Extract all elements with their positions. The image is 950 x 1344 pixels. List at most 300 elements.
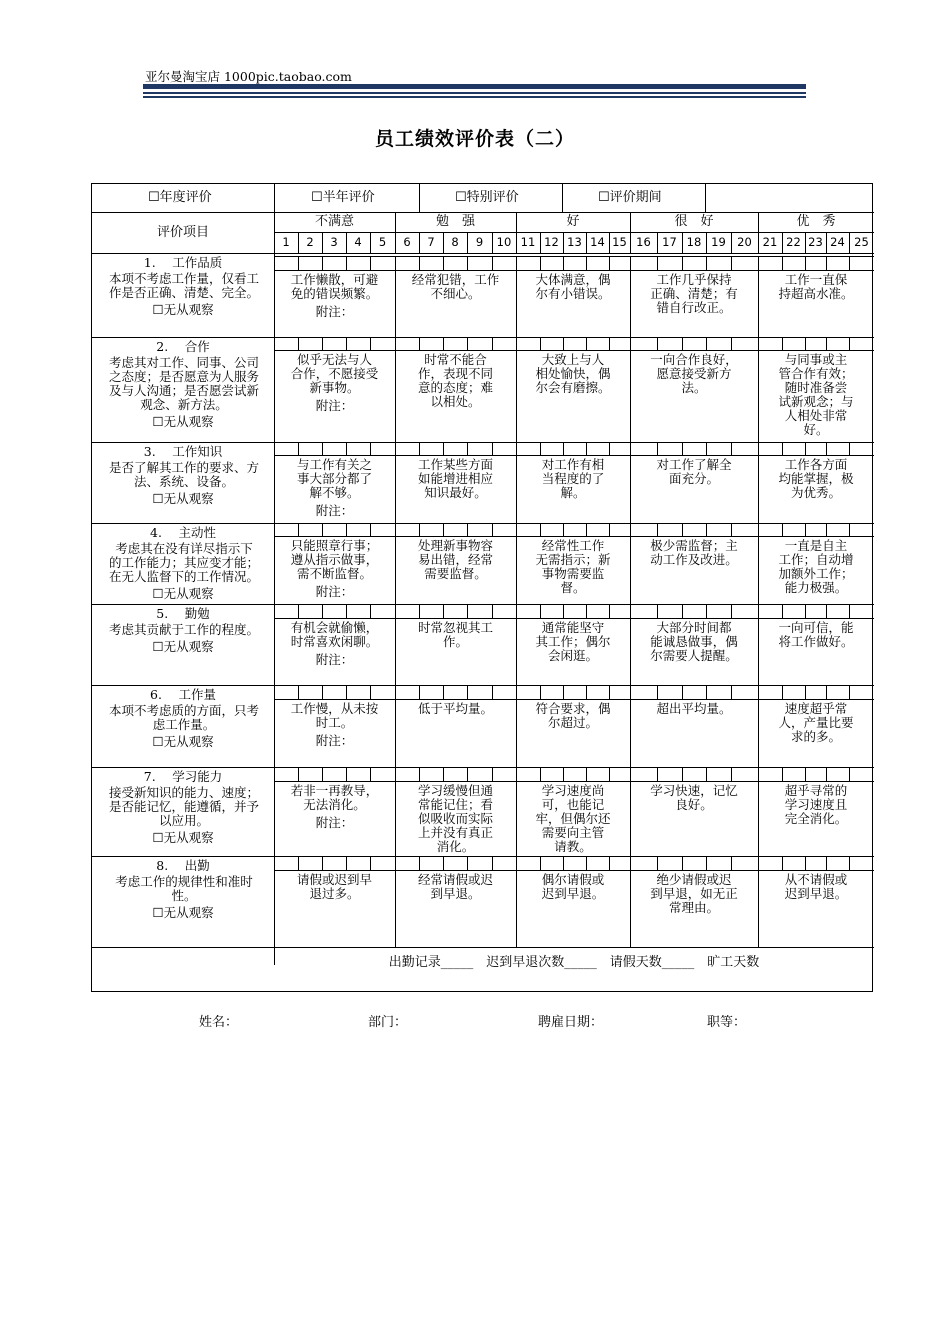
item-5-description: 考虑其贡献于工作的程度。 — [108, 622, 259, 637]
level-cell-divider — [516, 781, 517, 856]
header-bottom — [92, 253, 874, 254]
score-strip-divider — [758, 337, 759, 350]
score-24: 24 — [830, 235, 845, 249]
item-6-level-1-text: 工作慢，从未按 时工。 — [290, 701, 379, 730]
score-strip-top — [274, 442, 874, 443]
score-strip-divider — [706, 256, 707, 270]
item-1-level-3-text: 大体满意，偶 尔有小错误。 — [535, 272, 611, 301]
attendance-row-top — [274, 947, 874, 948]
score-strip-divider — [540, 767, 541, 781]
score-strip-divider — [346, 442, 347, 455]
score-strip-divider — [563, 523, 564, 536]
score-strip-divider — [826, 767, 827, 781]
item-6-note-label: 附注： — [315, 733, 354, 748]
level-cell-divider — [630, 350, 631, 442]
item-2-title: 2. 合作 — [156, 339, 210, 354]
score-strip-divider — [826, 523, 827, 536]
score-strip-divider — [657, 442, 658, 455]
item-8-level-5-text: 从不请假或 迟到早退。 — [784, 872, 848, 901]
score-12: 12 — [544, 235, 559, 249]
item-2-level-2-text: 时常不能合 作，表现不同 意的态度；难 以相处。 — [417, 352, 493, 409]
score-strip-divider — [826, 337, 827, 350]
score-strip-divider — [849, 523, 850, 536]
level-cell-divider — [516, 536, 517, 604]
score-strip-divider — [849, 604, 850, 618]
score-strip-divider — [540, 337, 541, 350]
score-strip-divider — [322, 337, 323, 350]
score-strip-divider — [657, 337, 658, 350]
score-strip-divider — [370, 523, 371, 536]
item-3-level-4-text: 对工作了解全 面充分。 — [656, 457, 732, 486]
score-strip-divider — [298, 256, 299, 270]
level-cell-divider — [516, 870, 517, 947]
score-strip-divider — [419, 685, 420, 699]
score-strip-divider — [758, 604, 759, 618]
item-2-no-observe-checkbox[interactable]: ☐无从观察 — [152, 414, 214, 429]
item-2-level-5-text: 与同事或主 管合作有效； 随时准备尝 试新观念；与 人相处非常 好。 — [778, 352, 854, 437]
score-strip-divider — [586, 604, 587, 618]
score-strip-divider — [630, 523, 631, 536]
score-strip-divider — [849, 767, 850, 781]
item-7-level-1-text: 若非一再教导， 无法消化。 — [290, 783, 379, 812]
score-strip-divider — [516, 442, 517, 455]
score-strip-divider — [758, 523, 759, 536]
item-2-level-1-text: 似乎无法与人 合作，不愿接受 新事物。 — [290, 352, 379, 395]
score-strip-divider — [782, 604, 783, 618]
score-16: 16 — [636, 235, 651, 249]
eval-item-header: 评价项目 — [156, 225, 209, 240]
score-strip-divider — [370, 337, 371, 350]
period-divider — [419, 184, 420, 212]
score-strip-top — [274, 604, 874, 605]
score-strip-divider — [630, 767, 631, 781]
score-strip-divider — [782, 523, 783, 536]
score-strip-divider — [630, 856, 631, 870]
score-strip-divider — [563, 256, 564, 270]
period-half-year-checkbox[interactable]: ☐半年评价 — [311, 190, 375, 205]
score-strip-divider — [586, 685, 587, 699]
item-1-level-4-text: 工作几乎保持 正确、清楚；有 错自行改正。 — [650, 272, 738, 315]
item-4-level-4-text: 极少需监督；主 动工作及改进。 — [650, 538, 738, 567]
level-col-divider — [630, 212, 631, 232]
score-strip-divider — [849, 442, 850, 455]
item-5-level-2-text: 时常忽视其工 作。 — [417, 620, 493, 649]
score-strip-divider — [419, 604, 420, 618]
score-strip-divider — [849, 685, 850, 699]
footer-name-label: 姓名： — [199, 1015, 239, 1030]
score-14: 14 — [590, 235, 605, 249]
score-strip-divider — [443, 685, 444, 699]
score-strip-divider — [805, 442, 806, 455]
period-divider — [562, 184, 563, 212]
score-strip-divider — [346, 523, 347, 536]
score-strip-divider — [682, 523, 683, 536]
score-strip-divider — [419, 767, 420, 781]
score-strip-divider — [706, 767, 707, 781]
score-strip-divider — [731, 856, 732, 870]
score-strip-divider — [298, 523, 299, 536]
score-19: 19 — [711, 235, 726, 249]
item-4-level-1-text: 只能照章行事； 遵从指示做事， 需不断监督。 — [290, 538, 379, 581]
score-strip-bottom — [274, 536, 874, 537]
item-6-no-observe-checkbox[interactable]: ☐无从观察 — [152, 734, 214, 749]
score-strip-divider — [540, 256, 541, 270]
level-cell-divider — [395, 870, 396, 947]
header-text: 亚尔曼淘宝店 1000pic.taobao.com — [145, 69, 352, 84]
score-strip-divider — [322, 604, 323, 618]
attendance-record: 出勤记录_____ 迟到早退次数_____ 请假天数_____ 旷工天数 — [388, 955, 760, 970]
score-strip-divider — [657, 856, 658, 870]
score-strip-divider — [346, 604, 347, 618]
item-1-description: 本项不考虑工作量，仅看工 作是否正确、清楚、完全。 — [108, 271, 259, 300]
item-5-level-5-text: 一向可信，能 将工作做好。 — [778, 620, 854, 649]
score-strip-divider — [805, 856, 806, 870]
level-cell-divider — [758, 699, 759, 767]
score-strip-divider — [731, 604, 732, 618]
level-cell-divider — [630, 536, 631, 604]
score-strip-divider — [395, 604, 396, 618]
score-strip-divider — [298, 685, 299, 699]
score-strip-divider — [370, 767, 371, 781]
score-strip-divider — [706, 604, 707, 618]
score-strip-divider — [563, 856, 564, 870]
score-15: 15 — [612, 235, 627, 249]
score-strip-divider — [370, 685, 371, 699]
score-strip-top — [274, 685, 874, 686]
score-strip-divider — [467, 523, 468, 536]
score-strip-divider — [395, 685, 396, 699]
level-cell-divider — [516, 699, 517, 767]
score-strip-divider — [805, 523, 806, 536]
item-7-level-5-text: 超乎寻常的 学习速度且 完全消化。 — [784, 783, 848, 826]
level-good: 好 — [566, 214, 580, 229]
header-band-thin — [143, 92, 806, 94]
score-strip-divider — [563, 337, 564, 350]
score-6: 6 — [403, 235, 411, 249]
score-strip-divider — [492, 856, 493, 870]
header-divider — [92, 212, 874, 213]
score-strip-divider — [540, 604, 541, 618]
score-strip-divider — [609, 856, 610, 870]
score-strip-divider — [630, 337, 631, 350]
level-cell-divider — [395, 536, 396, 604]
score-strip-divider — [540, 685, 541, 699]
score-strip-divider — [492, 256, 493, 270]
score-strip-top — [274, 767, 874, 768]
score-strip-divider — [682, 767, 683, 781]
score-strip-divider — [298, 337, 299, 350]
level-cell-divider — [758, 781, 759, 856]
score-strip-divider — [370, 604, 371, 618]
score-strip-divider — [731, 523, 732, 536]
score-strip-divider — [609, 442, 610, 455]
score-strip-divider — [395, 442, 396, 455]
score-strip-divider — [516, 604, 517, 618]
score-strip-divider — [443, 523, 444, 536]
item-7-description: 接受新知识的能力、速度； 是否能记忆，能遵循，并予 以应用。 — [108, 785, 259, 828]
score-strip-top — [274, 523, 874, 524]
level-cell-divider — [758, 536, 759, 604]
score-strip-divider — [682, 604, 683, 618]
score-strip-divider — [586, 256, 587, 270]
score-strip-divider — [492, 442, 493, 455]
level-cell-divider — [395, 618, 396, 685]
score-strip-divider — [467, 767, 468, 781]
score-strip-divider — [706, 856, 707, 870]
item-7-level-3-text: 学习速度尚 可，也能记 牢，但偶尔还 需要向主管 请教。 — [535, 783, 611, 854]
score-strip-divider — [467, 604, 468, 618]
score-strip-divider — [419, 256, 420, 270]
level-fair: 勉 强 — [435, 214, 475, 229]
period-divider — [705, 184, 706, 212]
score-strip-divider — [682, 442, 683, 455]
score-strip-divider — [706, 523, 707, 536]
score-strip-divider — [298, 604, 299, 618]
score-strip-divider — [322, 685, 323, 699]
score-strip-divider — [630, 685, 631, 699]
score-2: 2 — [306, 235, 314, 249]
level-cell-divider — [516, 350, 517, 442]
score-strip-divider — [609, 337, 610, 350]
item-5-title: 5. 勤勉 — [156, 606, 210, 621]
score-strip-divider — [682, 337, 683, 350]
score-strip-divider — [826, 604, 827, 618]
score-strip-divider — [516, 523, 517, 536]
score-strip-divider — [630, 256, 631, 270]
score-strip-divider — [563, 604, 564, 618]
score-strip-divider — [586, 767, 587, 781]
score-strip-divider — [516, 856, 517, 870]
score-strip-divider — [682, 256, 683, 270]
score-strip-divider — [758, 442, 759, 455]
score-strip-divider — [540, 442, 541, 455]
score-8: 8 — [451, 235, 459, 249]
score-strip-divider — [322, 856, 323, 870]
item-5-no-observe-checkbox[interactable]: ☐无从观察 — [152, 639, 214, 654]
score-9: 9 — [475, 235, 484, 249]
score-strip-divider — [609, 523, 610, 536]
level-cell-divider — [395, 699, 396, 767]
item-2-level-3-text: 大致上与人 相处愉快，偶 尔会有磨擦。 — [535, 352, 611, 395]
item-8-level-2-text: 经常请假或迟 到早退。 — [417, 872, 493, 901]
item-4-title: 4. 主动性 — [150, 525, 216, 540]
item-6-level-3-text: 符合要求，偶 尔超过。 — [535, 701, 611, 730]
score-strip-divider — [492, 337, 493, 350]
header-band — [143, 84, 806, 89]
item-1-level-1-text: 工作懒散，可避 免的错误频繁。 — [290, 272, 379, 301]
score-strip-divider — [419, 337, 420, 350]
score-strip-divider — [782, 337, 783, 350]
score-strip-divider — [443, 256, 444, 270]
period-special-checkbox[interactable]: ☐特别评价 — [455, 190, 519, 205]
score-3: 3 — [330, 235, 338, 249]
score-strip-divider — [758, 767, 759, 781]
score-21: 21 — [762, 235, 778, 249]
score-strip-divider — [563, 685, 564, 699]
item-3-no-observe-checkbox[interactable]: ☐无从观察 — [152, 491, 214, 506]
score-strip-divider — [540, 856, 541, 870]
item-1-no-observe-checkbox[interactable]: ☐无从观察 — [152, 302, 214, 317]
score-strip-divider — [298, 767, 299, 781]
score-strip-divider — [346, 337, 347, 350]
score-18: 18 — [686, 235, 702, 249]
item-7-no-observe-checkbox[interactable]: ☐无从观察 — [152, 830, 214, 845]
score-strip-divider — [370, 442, 371, 455]
item-7-level-2-text: 学习缓慢但通 常能记住；看 似吸收而实际 上并没有真正 消化。 — [417, 783, 493, 854]
level-very-good: 很 好 — [674, 214, 714, 229]
item-4-no-observe-checkbox[interactable]: ☐无从观察 — [152, 586, 214, 601]
score-20: 20 — [737, 235, 752, 249]
score-strip-divider — [731, 256, 732, 270]
item-3-level-2-text: 工作某些方面 如能增进相应 知识最好。 — [417, 457, 493, 500]
item-5-level-3-text: 通常能坚守 其工作；偶尔 会闲逛。 — [535, 620, 611, 663]
item-7-note-label: 附注： — [315, 815, 354, 830]
score-strip-divider — [395, 256, 396, 270]
level-cell-divider — [395, 270, 396, 337]
score-strip-divider — [492, 604, 493, 618]
score-strip-divider — [586, 856, 587, 870]
score-strip-divider — [443, 337, 444, 350]
score-strip-divider — [395, 856, 396, 870]
item-3-note-label: 附注： — [315, 503, 354, 518]
score-strip-divider — [805, 256, 806, 270]
score-strip-divider — [758, 856, 759, 870]
score-strip-divider — [346, 856, 347, 870]
item-6-level-4-text: 超出平均量。 — [656, 701, 732, 716]
footer-hire-date-label: 聘雇日期： — [538, 1015, 604, 1030]
footer-dept-label: 部门： — [368, 1015, 408, 1030]
score-strip-divider — [443, 442, 444, 455]
score-strip-divider — [322, 256, 323, 270]
score-strip-divider — [516, 256, 517, 270]
score-strip-divider — [322, 442, 323, 455]
item-4-note-label: 附注： — [315, 584, 354, 599]
score-strip-bottom — [274, 699, 874, 700]
item-4-level-5-text: 一直是自主 工作；自动增 加额外工作； 能力极强。 — [778, 538, 854, 595]
score-strip-bottom — [274, 618, 874, 619]
score-strip-divider — [492, 523, 493, 536]
item-6-level-2-text: 低于平均量。 — [417, 701, 493, 716]
score-strip-bottom — [274, 350, 874, 351]
level-cell-divider — [516, 618, 517, 685]
evaluation-form — [91, 183, 873, 992]
item-1-title: 1. 工作品质 — [143, 255, 223, 270]
score-strip-top — [274, 337, 874, 338]
period-annual-checkbox[interactable]: ☐年度评价 — [148, 190, 212, 205]
item-6-level-5-text: 速度超乎常 人，产量比要 求的多。 — [778, 701, 854, 744]
score-strip-divider — [826, 856, 827, 870]
score-strip-bottom — [274, 455, 874, 456]
score-strip-divider — [467, 442, 468, 455]
score-strip-divider — [298, 442, 299, 455]
item-8-no-observe-checkbox[interactable]: ☐无从观察 — [152, 905, 214, 920]
score-strip-divider — [370, 256, 371, 270]
score-strip-divider — [706, 442, 707, 455]
header-band-thin-2 — [143, 96, 806, 98]
score-7: 7 — [427, 235, 435, 249]
score-strip-divider — [782, 685, 783, 699]
item-5-level-1-text: 有机会就偷懒， 时常喜欢闲聊。 — [290, 620, 379, 649]
score-strip-divider — [516, 685, 517, 699]
item-8-level-1-text: 请假或迟到早 退过多。 — [296, 872, 372, 901]
item-4-level-3-text: 经常性工作 无需指示；新 事物需要监 督。 — [535, 538, 611, 595]
score-strip-divider — [657, 256, 658, 270]
score-strip-divider — [346, 767, 347, 781]
level-col-divider — [395, 212, 396, 232]
score-strip-divider — [731, 442, 732, 455]
score-strip-divider — [467, 337, 468, 350]
item-8-level-4-text: 绝少请假或迟 到早退，如无正 常理由。 — [650, 872, 738, 915]
score-strip-divider — [540, 523, 541, 536]
period-range-checkbox[interactable]: ☐评价期间 — [598, 190, 662, 205]
score-strip-divider — [782, 856, 783, 870]
level-cell-divider — [395, 455, 396, 523]
score-strip-divider — [467, 856, 468, 870]
score-strip-divider — [805, 337, 806, 350]
score-strip-divider — [657, 523, 658, 536]
item-3-level-1-text: 与工作有关之 事大部分都了 解不够。 — [296, 457, 372, 500]
score-strip-divider — [849, 256, 850, 270]
level-cell-divider — [395, 781, 396, 856]
item-7-level-4-text: 学习快速，记忆 良好。 — [650, 783, 738, 812]
level-cell-divider — [630, 699, 631, 767]
score-strip-divider — [782, 256, 783, 270]
item-5-level-4-text: 大部分时间都 能诚恳做事，偶 尔需要人提醒。 — [650, 620, 738, 663]
score-strip-divider — [758, 685, 759, 699]
score-strip-divider — [731, 767, 732, 781]
score-23: 23 — [808, 235, 823, 249]
score-strip-divider — [395, 767, 396, 781]
score-strip-bottom — [274, 781, 874, 782]
score-strip-divider — [563, 767, 564, 781]
score-strip-divider — [467, 685, 468, 699]
score-strip-divider — [782, 767, 783, 781]
level-cell-divider — [516, 270, 517, 337]
score-strip-divider — [563, 442, 564, 455]
score-22: 22 — [786, 235, 801, 249]
score-strip-divider — [706, 685, 707, 699]
item-3-level-5-text: 工作各方面 均能掌握，极 为优秀。 — [778, 457, 854, 500]
item-7-title: 7. 学习能力 — [143, 769, 223, 784]
score-strip-top — [274, 256, 874, 257]
level-cell-divider — [758, 618, 759, 685]
level-unsatisfactory: 不满意 — [314, 214, 354, 229]
score-strip-divider — [782, 442, 783, 455]
level-cell-divider — [630, 455, 631, 523]
level-cell-divider — [758, 270, 759, 337]
score-strip-divider — [346, 685, 347, 699]
score-strip-divider — [609, 604, 610, 618]
score-strip-bottom — [274, 870, 874, 871]
score-strip-divider — [443, 604, 444, 618]
score-strip-divider — [706, 337, 707, 350]
score-strip-divider — [419, 442, 420, 455]
item-5-note-label: 附注： — [315, 652, 354, 667]
score-strip-divider — [586, 442, 587, 455]
score-strip-divider — [609, 256, 610, 270]
score-1: 1 — [282, 235, 290, 249]
score-17: 17 — [662, 235, 677, 249]
score-strip-divider — [370, 856, 371, 870]
item-8-title: 8. 出勤 — [156, 858, 210, 873]
score-strip-divider — [492, 685, 493, 699]
score-25: 25 — [854, 235, 869, 249]
score-10: 10 — [496, 235, 512, 249]
score-strip-divider — [609, 685, 610, 699]
item-1-note-label: 附注： — [315, 304, 354, 319]
score-strip-divider — [682, 856, 683, 870]
score-strip-divider — [849, 856, 850, 870]
